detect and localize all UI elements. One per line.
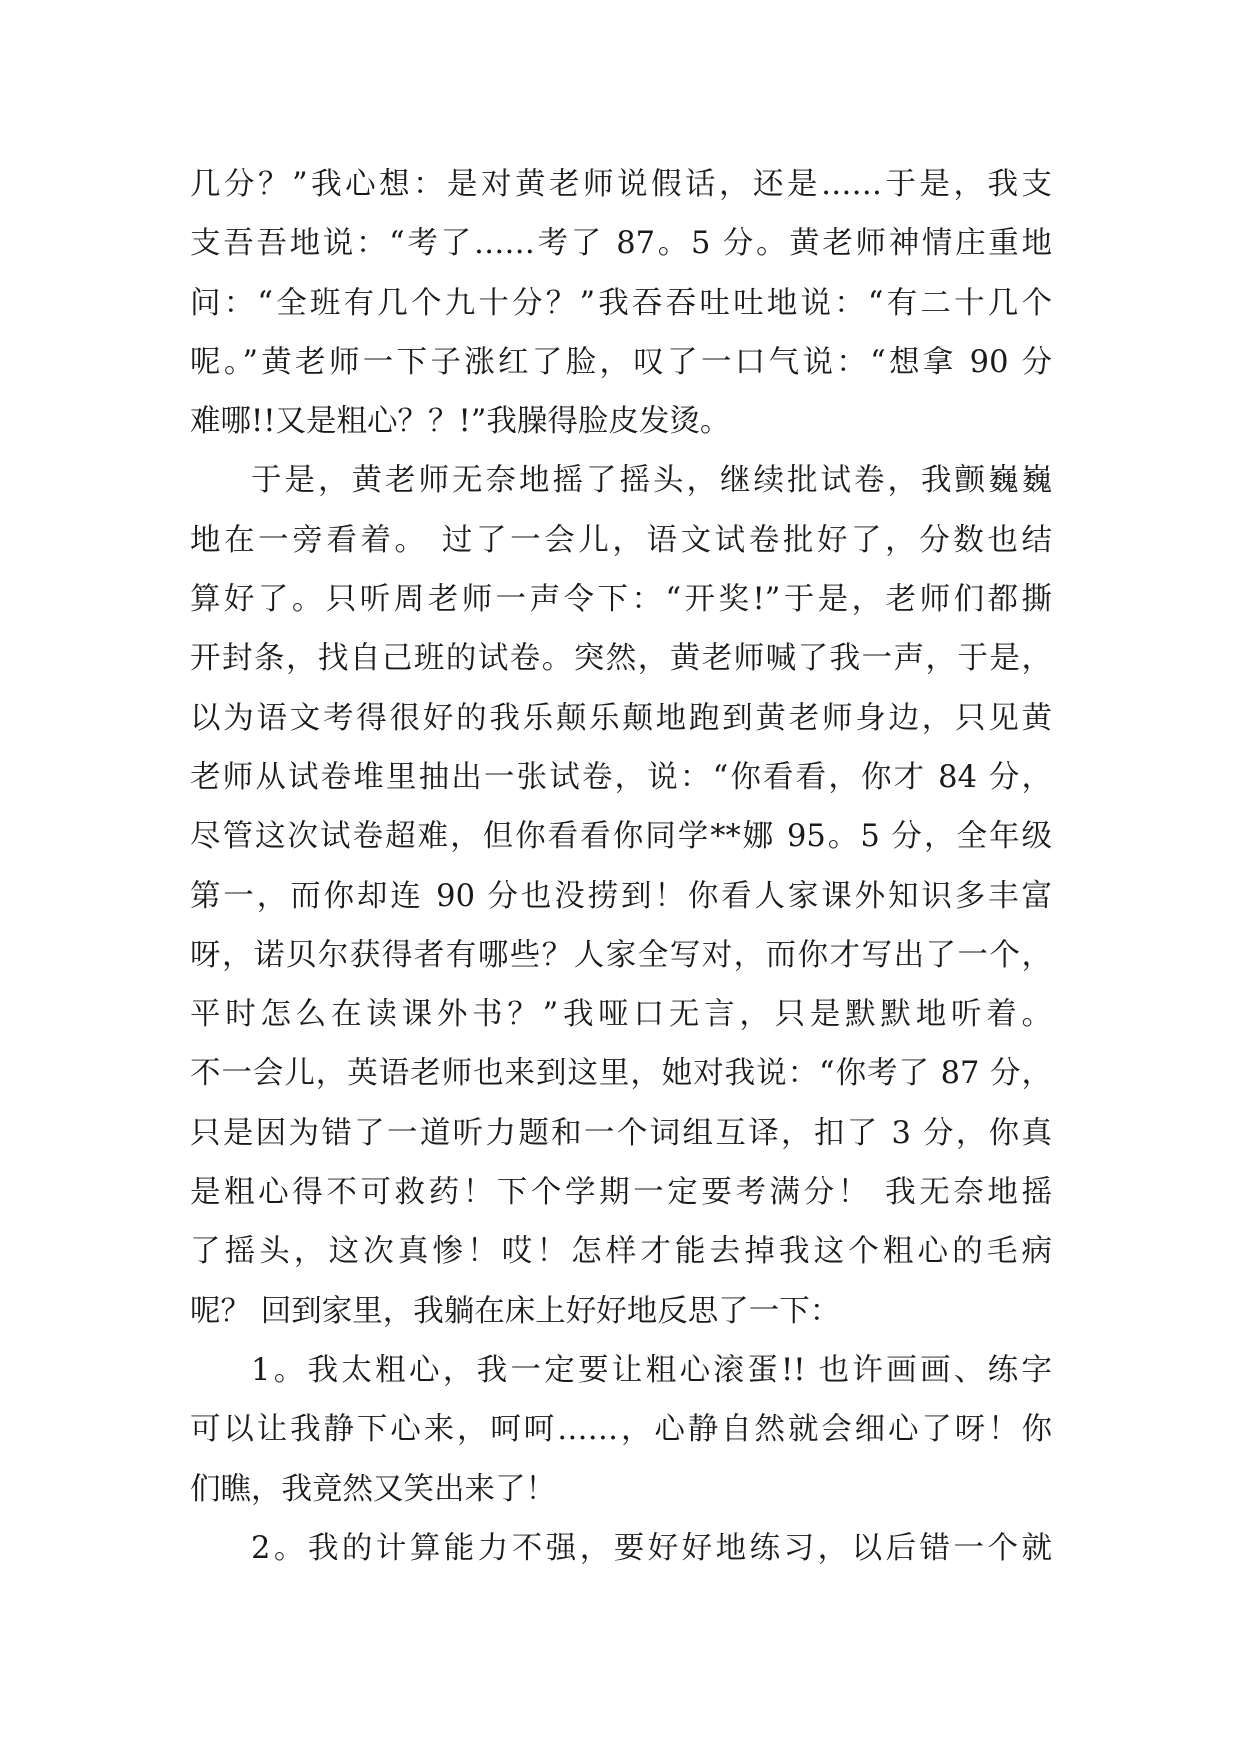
text-line: 只是因为错了一道听力题和一个词组互译，扣了 3 分，你真 [190,1115,1052,1151]
text-line: 1。我太粗心，我一定要让粗心滚蛋!! 也许画画、练字 [251,1352,1052,1388]
text-line: 呀，诺贝尔获得者有哪些？人家全写对，而你才写出了一个， [190,937,1052,973]
text-line: 了摇头，这次真惨！哎！怎样才能去掉我这个粗心的毛病 [190,1234,1052,1270]
text-line: 尽管这次试卷超难，但你看看你同学**娜 95。5 分，全年级 [190,819,1052,855]
text-line: 几分？”我心想：是对黄老师说假话，还是……于是，我支 [190,167,1052,202]
text-line: 不一会儿，英语老师也来到这里，她对我说：“你考了 87 分， [190,1056,1052,1092]
text-line: 开封条，找自己班的试卷。突然，黄老师喊了我一声，于是， [190,641,1052,677]
text-line: 算好了。只听周老师一声令下：“开奖!”于是，老师们都撕 [190,582,1052,618]
body-text [190,155,1052,1578]
text-line: 第一，而你却连 90 分也没捞到！你看人家课外知识多丰富 [190,878,1052,914]
text-line: 们瞧，我竟然又笑出来了！ [190,1471,556,1507]
text-line: 呢？ 回到家里，我躺在床上好好地反思了一下： [190,1293,841,1329]
text-line: 地在一旁看着。 过了一会儿，语文试卷批好了，分数也结 [190,522,1052,558]
text-line: 老师从试卷堆里抽出一张试卷，说：“你看看，你才 84 分， [190,759,1052,795]
text-line: 2。我的计算能力不强，要好好地练习，以后错一个就 [251,1530,1052,1566]
text-line: 以为语文考得很好的我乐颠乐颠地跑到黄老师身边，只见黄 [190,700,1052,736]
text-line: 可以让我静下心来，呵呵……，心静自然就会细心了呀！你 [190,1412,1052,1448]
text-line: 呢。”黄老师一下子涨红了脸，叹了一口气说：“想拿 90 分 [190,344,1052,380]
text-line: 是粗心得不可救药！下个学期一定要考满分！ 我无奈地摇 [190,1175,1052,1211]
text-line: 难哪!!又是粗心？？!”我臊得脸皮发烫。 [190,404,731,440]
text-line: 问：“全班有几个九十分？”我吞吞吐吐地说：“有二十几个 [190,285,1052,321]
text-line: 平时怎么在读课外书？”我哑口无言，只是默默地听着。 [190,997,1052,1033]
text-line: 于是，黄老师无奈地摇了摇头，继续批试卷，我颤巍巍 [251,463,1052,499]
text-line: 支吾吾地说：“考了……考了 87。5 分。黄老师神情庄重地 [190,226,1052,262]
